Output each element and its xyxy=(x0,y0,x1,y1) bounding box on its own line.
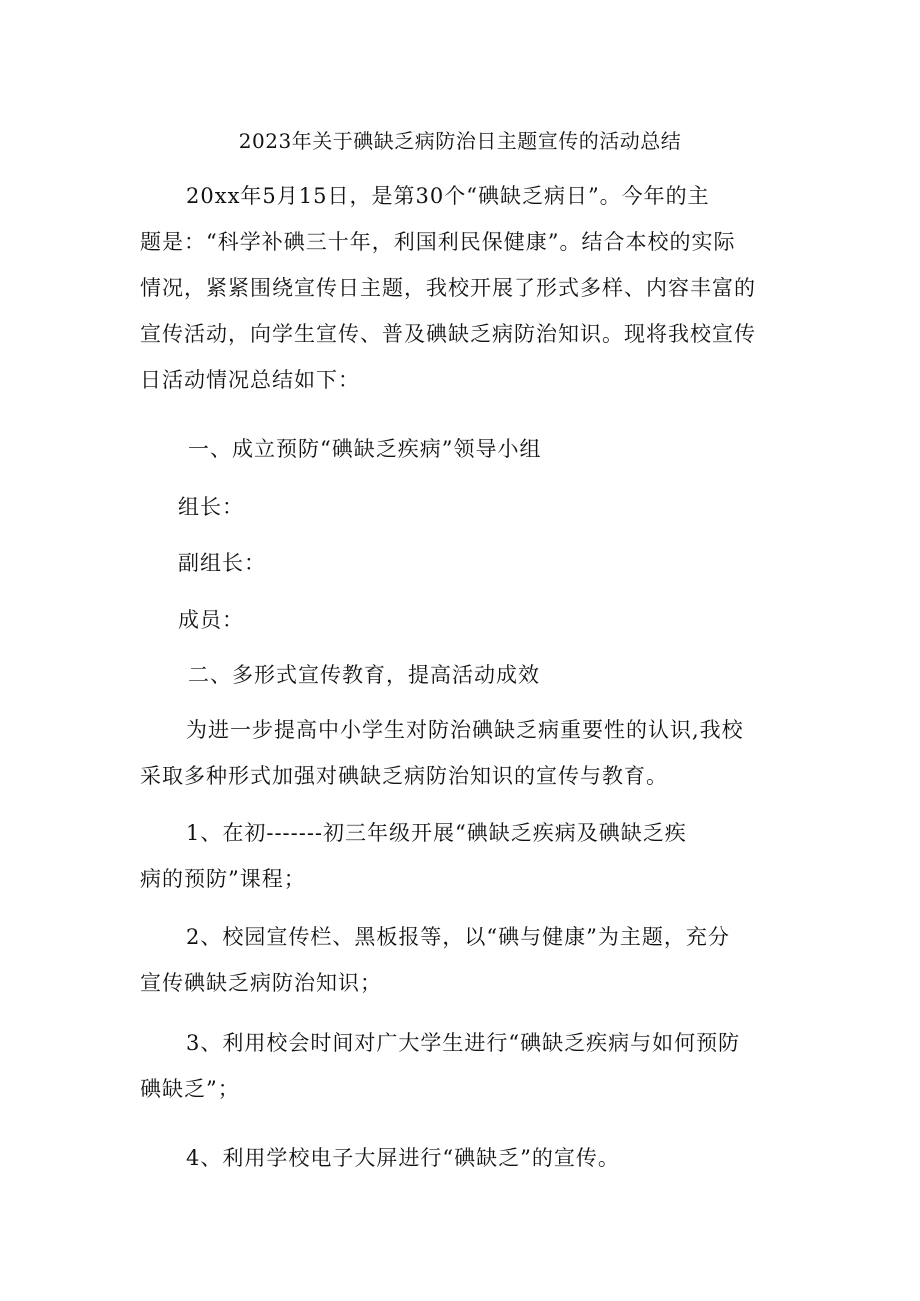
item-1-paragraph xyxy=(140,810,784,902)
item-2-paragraph xyxy=(140,914,784,1006)
leader-label: 组长： xyxy=(178,495,244,519)
item-2-line: 宣传碘缺乏病防治知识； xyxy=(140,971,382,995)
section2-heading: 二、多形式宣传教育，提高活动成效 xyxy=(188,663,540,687)
item-2-line: 2、校园宣传栏、黑板报等，以“碘与健康”为主题，充分 xyxy=(186,925,730,949)
section2-intro-paragraph xyxy=(140,707,784,799)
item-3-line: 碘缺乏”； xyxy=(140,1077,240,1101)
item-4-paragraph xyxy=(140,1135,784,1181)
section2-intro-line: 采取多种形式加强对碘缺乏病防治知识的宣传与教育。 xyxy=(140,764,668,788)
intro-line: 宣传活动，向学生宣传、普及碘缺乏病防治知识。现将我校宣传 xyxy=(140,322,756,346)
intro-line: 日活动情况总结如下： xyxy=(140,368,360,392)
item-3-paragraph xyxy=(140,1020,784,1112)
item-4-line: 4、利用学校电子大屏进行“碘缺乏”的宣传。 xyxy=(186,1146,620,1170)
section2-intro-line: 为进一步提高中小学生对防治碘缺乏病重要性的认识,我校 xyxy=(186,718,744,742)
intro-line: 20xx年5月15日，是第30个“碘缺乏病日”。今年的主 xyxy=(186,184,710,208)
intro-line: 题是：“科学补碘三十年，利国利民保健康”。结合本校的实际 xyxy=(140,230,736,254)
intro-line: 情况，紧紧围绕宣传日主题，我校开展了形式多样、内容丰富的 xyxy=(140,276,756,300)
section1-heading: 一、成立预防“碘缺乏疾病”领导小组 xyxy=(188,437,542,461)
document-title: 2023年关于碘缺乏病防治日主题宣传的活动总结 xyxy=(238,129,682,153)
item-1-line: 病的预防”课程； xyxy=(140,867,306,891)
deputy-leader-label: 副组长： xyxy=(178,551,266,575)
intro-paragraph xyxy=(140,173,784,403)
members-label: 成员： xyxy=(178,608,244,632)
item-3-line: 3、利用校会时间对广大学生进行“碘缺乏疾病与如何预防 xyxy=(186,1031,741,1055)
item-1-line: 1、在初-------初三年级开展“碘缺乏疾病及碘缺乏疾 xyxy=(186,821,687,845)
